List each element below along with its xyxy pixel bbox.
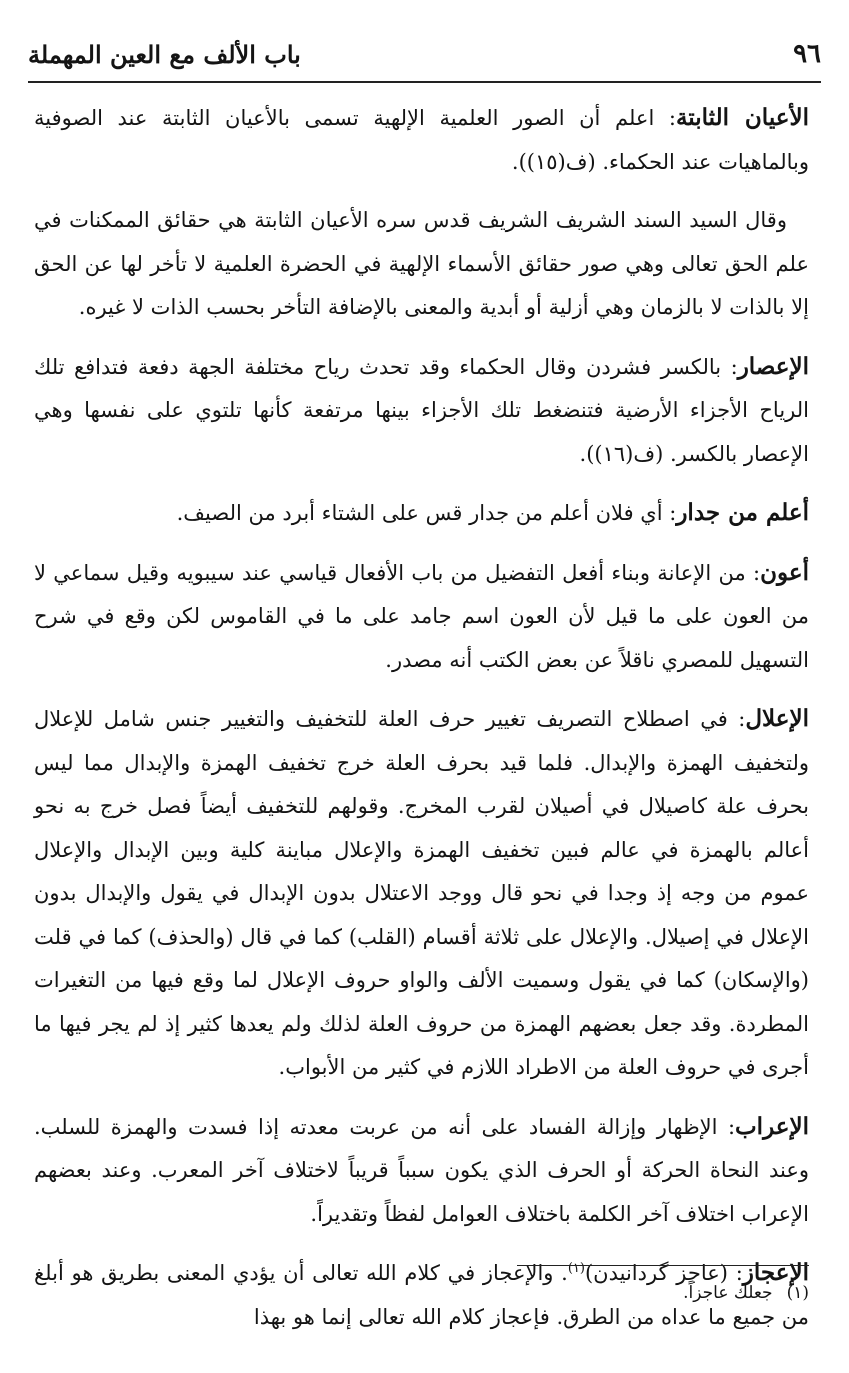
- entry-text: بالكسر فشردن وقال الحكماء وقد تحدث رياح مختلفة الجهة دفعة فتدافع تلك الرياح الأجزاء الأرضية فتنضغط تلك الأجزاء بينها مرتفعة كأنها تلتوي على نفسها وهي الإعصار بالكسر. (ف(١٦)).: [34, 354, 809, 466]
- entry-term: الإعلال: [745, 705, 809, 732]
- entry-ijaz: الإعجاز: (عاجز گردانيدن)$^{(١)}$. والإعجاز في كلام الله تعالى أن يؤدي المعنى بطريق هو أبلغ من جميع ما عداه من الطرق. فإعجاز كلام الله تعالى إنما هو بهذا: [34, 1259, 809, 1329]
- footnote: [40, 1278, 809, 1308]
- running-title: باب الألف مع العين المهملة: [28, 39, 301, 69]
- footnote-reference[interactable]: (١): [567, 1261, 585, 1276]
- entry-term: أعون: [760, 558, 809, 586]
- main-text: [34, 96, 809, 1354]
- entry-aayan-thabita: الأعيان الثابتة: اعلم أن الصور العلمية الإلهية تسمى بالأعيان الثابتة عند الصوفية وبالماهيات عند الحكماء. (ف(١٥)).: [34, 104, 809, 174]
- footnote-rule: [517, 1265, 809, 1266]
- entry-text: الإظهار وإزالة الفساد على أنه من عربت معدته إذا فسدت والهمزة للسلب. وعند النحاة الحركة أو الحرف الذي يكون سبباً قريباً لاختلاف آخر المعرب. وعند بعضهم الإعراب اختلاف آخر الكلمة باختلاف العوامل لفظاً وتقديراً.: [34, 1114, 809, 1226]
- footnote-label: (١): [786, 1283, 809, 1303]
- entry-text: اعلم أن الصور العلمية الإلهية تسمى بالأعيان الثابتة عند الصوفية وبالماهيات عند الحكماء. (ف(١٥)).: [34, 106, 809, 174]
- page-header: [28, 32, 821, 76]
- entry-text: في اصطلاح التصريف تغيير حرف العلة للتخفيف والتغيير جنس شامل للإعلال ولتخفيف الهمزة والإبدال. فلما قيد بحرف العلة خرج تخفيف الهمزة والإبدال مما ليس بحرف علة كاصيلال في أصيلان لقرب المخرج. وقولهم للتخفيف أيضاً فصل خرج به نحو أعالم بالهمزة في عالم فبين تخفيف الهمزة والإعلال مباينة كلية وبين الإبدال والإعلال عموم من وجه إذ وجدا في نحو قال ووجد الاعتلال بدون الإبدال في يقول والإبدال بدون الإعلال في إصيلال. والإعلال على ثلاثة أقسام (القلب) كما في قال (والحذف) كما في قلت (والإسكان) كما في يقول وسميت الألف والواو حروف الإعلال لما وقع فيها من التغيرات المطردة. وقد جعل بعضهم الهمزة من حروف العلة لذلك ولم يعدها كثير إذ لم يجر فيها ما أجرى في حروف العلة من الاطراد اللازم في كثير من الأبواب.: [34, 707, 809, 1079]
- entry-iasar: الإعصار: بالكسر فشردن وقال الحكماء وقد تحدث رياح مختلفة الجهة دفعة فتدافع تلك الرياح الأجزاء الأرضية فتنضغط تلك الأجزاء بينها مرتفعة كأنها تلتوي على نفسها وهي الإعصار بالكسر. (ف(١٦)).: [34, 352, 809, 466]
- entry-irab: الإعراب: الإظهار وإزالة الفساد على أنه من عربت معدته إذا فسدت والهمزة للسلب. وعند النحاة الحركة أو الحرف الذي يكون سبباً قريباً لاختلاف آخر المعرب. وعند بعضهم الإعراب اختلاف آخر الكلمة باختلاف العوامل لفظاً وتقديراً.: [34, 1112, 809, 1226]
- entry-sharif-quote: [34, 199, 809, 330]
- entry-text-continued: . والإعجاز في كلام الله تعالى أن يؤدي المعنى بطريق هو أبلغ من جميع ما عداه من الطرق. فإعجاز كلام الله تعالى إنما هو بهذا: [34, 1261, 809, 1329]
- header-rule: [28, 81, 821, 83]
- entry-text: أي فلان أعلم من جدار قس على الشتاء أبرد من الصيف.: [176, 501, 663, 525]
- page-number: ٩٦: [793, 39, 821, 69]
- entry-ilal: الإعلال: في اصطلاح التصريف تغيير حرف العلة للتخفيف والتغيير جنس شامل للإعلال ولتخفيف الهمزة والإبدال. فلما قيد بحرف العلة خرج تخفيف الهمزة والإبدال مما ليس بحرف علة كاصيلال في أصيلان لقرب المخرج. وقولهم للتخفيف أيضاً فصل خرج به نحو أعالم بالهمزة في عالم فبين تخفيف الهمزة والإعلال مباينة كلية وبين الإبدال والإعلال عموم من وجه إذ وجدا في نحو قال ووجد الاعتلال بدون الإبدال في يقول والإبدال بدون الإعلال في إصيلال. والإعلال على ثلاثة أقسام (القلب) كما في قال (والحذف) كما في قلت (والإسكان) كما في يقول وسميت الألف والواو حروف الإعلال لما وقع فيها من التغيرات المطردة. وقد جعل بعضهم الهمزة من حروف العلة لذلك ولم يعدها كثير إذ لم يجر فيها ما أجرى في حروف العلة من الاطراد اللازم في كثير من الأبواب.: [34, 705, 809, 1079]
- entry-awan: أعون: من الإعانة وبناء أفعل التفضيل من باب الأفعال قياسي عند سيبويه وقيل سماعي لا من العون على ما قيل لأن العون اسم جامد على ما في القاموس لكن وقع في شرح التسهيل للمصري ناقلاً عن بعض الكتب أنه مصدر.: [34, 558, 809, 672]
- entry-text: (عاجز گردانيدن): [584, 1261, 728, 1285]
- entry-aalam-min-jidar: أعلم من جدار: أي فلان أعلم من جدار قس على الشتاء أبرد من الصيف.: [176, 499, 809, 526]
- footnote-text: جعلك عاجزاً.: [683, 1283, 773, 1303]
- entry-term: الأعيان الثابتة: [675, 104, 809, 131]
- entry-term: الإعراب: [735, 1112, 809, 1140]
- entry-text: من الإعانة وبناء أفعل التفضيل من باب الأفعال قياسي عند سيبويه وقيل سماعي لا من العون على ما قيل لأن العون اسم جامد على ما في القاموس لكن وقع في شرح التسهيل للمصري ناقلاً عن بعض الكتب أنه مصدر.: [34, 560, 809, 672]
- entry-term: الإعجاز: [742, 1259, 809, 1286]
- entry-term: الإعصار: [737, 352, 809, 380]
- entry-text: وقال السيد السند الشريف الشريف قدس سره الأعيان الثابتة هي حقائق الممكنات في علم الحق تعالى وهي صور حقائق الأسماء الإلهية في الحضرة العلمية لا تأخر لها عن الحق إلا بالذات لا بالزمان وهي أزلية أو أبدية والمعنى بالإضافة التأخر بحسب الذات لا غيره.: [34, 208, 809, 319]
- entry-term: أعلم من جدار: [676, 499, 809, 526]
